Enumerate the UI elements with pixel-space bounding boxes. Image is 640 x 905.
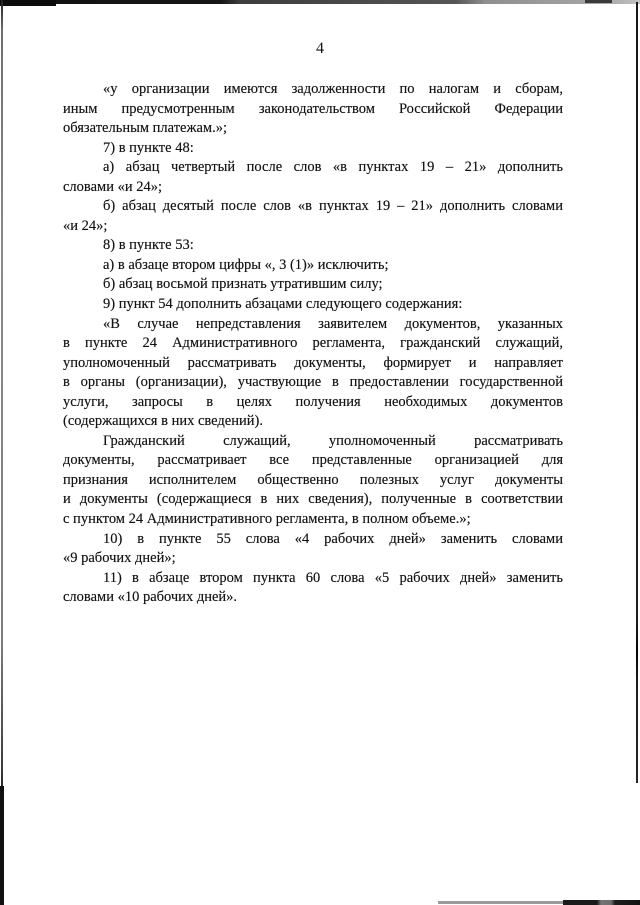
scan-edge-bottom-gray: [438, 901, 564, 904]
text-line: словами «и 24»;: [63, 178, 162, 195]
paragraph: [63, 80, 563, 139]
text-line: Гражданский служащий, уполномоченный рассматривать: [103, 432, 563, 449]
scan-edge-top: [0, 0, 640, 4]
paragraph: [63, 158, 563, 197]
scan-edge-bottom-dark: [563, 900, 640, 905]
scan-edge-top-tick: [585, 0, 612, 3]
text-line: а) в абзаце втором цифры «, 3 (1)» исключить;: [103, 256, 389, 273]
scan-edge-left: [1, 0, 3, 905]
text-line: документы, рассматривает все представленные организацией для: [63, 452, 563, 469]
text-line: «и 24»;: [63, 217, 108, 234]
document-body: [63, 80, 563, 608]
text-line: словами «10 рабочих дней».: [63, 589, 238, 606]
paragraph: [63, 197, 563, 236]
text-line: в пункте 24 Административного регламента, гражданский служащий,: [63, 335, 563, 352]
paragraph: [63, 275, 563, 295]
text-line: 11) в абзаце втором пункта 60 слова «5 рабочих дней» заменить: [103, 569, 563, 586]
text-line: с пунктом 24 Административного регламента, в полном объеме.»;: [63, 511, 471, 528]
paragraph: [63, 432, 563, 530]
text-line: и документы (содержащиеся в них сведения), полученные в соответствии: [63, 491, 563, 508]
paragraph: [63, 295, 563, 315]
text-line: 7) в пункте 48:: [103, 139, 194, 156]
paragraph: [63, 139, 563, 159]
scan-edge-right: [636, 2, 638, 783]
text-line: «9 рабочих дней»;: [63, 550, 176, 567]
text-line: б) абзац восьмой признать утратившим силу;: [103, 276, 383, 293]
paragraph: [63, 315, 563, 432]
scan-edge-top-left-corner: [0, 0, 56, 6]
text-line: 8) в пункте 53:: [103, 237, 194, 254]
paragraph: [63, 236, 563, 256]
scan-edge-left-bottom: [0, 786, 4, 905]
page-number: 4: [316, 40, 324, 57]
text-line: а) абзац четвертый после слов «в пунктах 19 – 21» дополнить: [103, 159, 563, 176]
text-line: в органы (организации), участвующие в предоставлении государственной: [63, 374, 563, 391]
paragraph: [63, 569, 563, 608]
text-line: признания исполнителем общественно полезных услуг документы: [63, 471, 563, 488]
text-line: (содержащихся в них сведений).: [63, 413, 263, 430]
text-line: б) абзац десятый после слов «в пунктах 19 – 21» дополнить словами: [103, 198, 563, 215]
text-line: иным предусмотренным законодательством Российской Федерации: [63, 100, 563, 117]
paragraph: [63, 256, 563, 276]
text-line: обязательным платежам.»;: [63, 120, 228, 137]
text-line: услуги, запросы в целях получения необходимых документов: [63, 393, 563, 410]
text-line: 9) пункт 54 дополнить абзацами следующего содержания:: [103, 296, 463, 313]
text-line: «у организации имеются задолженности по налогам и сборам,: [103, 81, 563, 97]
text-line: 10) в пункте 55 слова «4 рабочих дней» заменить словами: [103, 530, 563, 547]
text-line: «В случае непредставления заявителем документов, указанных: [103, 315, 563, 332]
paragraph: [63, 530, 563, 569]
text-line: уполномоченный рассматривать документы, формирует и направляет: [63, 354, 563, 371]
